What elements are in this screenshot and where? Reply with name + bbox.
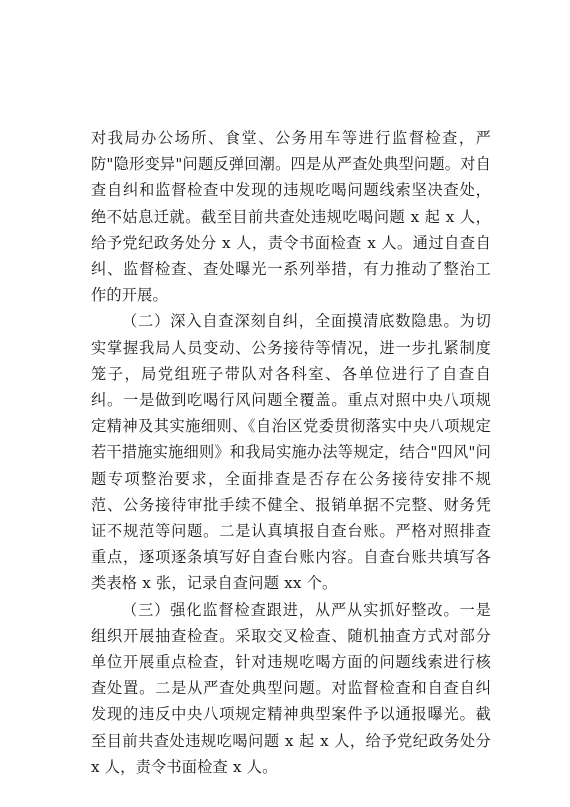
paragraph-continuation: 对我局办公场所、食堂、公务用车等进行监督检查，严防"隐形变异"问题反弹回潮。四是从严查处典型问题。对自查自纠和监督检查中发现的违规吃喝问题线索坚决查处，绝不姑息迁就。截至目前共查处违规吃喝问题 x 起 x 人，给予党纪政务处分 x 人，责令书面检查 x 人。通过自查自纠、监督检查、查处曝光一系列举措，有力推动了整治工作的开展。 bbox=[91, 129, 491, 305]
document-body bbox=[91, 125, 491, 780]
paragraph-section-three: （三）强化监督检查跟进，从严从实抓好整改。一是组织开展抽查检查。采取交叉检查、随机抽查方式对部分单位开展重点检查，针对违规吃喝方面的问题线索进行核查处置。二是从严查处典型问题。对监督检查和自查自纠发现的违反中央八项规定精神典型案件予以通报曝光。截至目前共查处违规吃喝问题 x 起 x 人，给予党纪政务处分 x 人，责令书面检查 x 人。 bbox=[91, 600, 491, 776]
paragraph-section-two: （二）深入自查深刻自纠，全面摸清底数隐患。为切实掌握我局人员变动、公务接待等情况，进一步扎紧制度笼子，局党组班子带队对各科室、各单位进行了自查自纠。一是做到吃喝行风问题全覆盖。重点对照中央八项规定精神及其实施细则、《自治区党委贯彻落实中央八项规定若干措施实施细则》和我局实施办法等规定，结合"四风"问题专项整治要求，全面排查是否存在公务接待安排不规范、公务接待审批手续不健全、报销单据不完整、财务凭证不规范等问题。二是认真填报自查台账。严格对照排查重点，逐项逐条填写好自查台账内容。自查台账共填写各类表格 x 张，记录自查问题 xx 个。 bbox=[91, 312, 491, 593]
